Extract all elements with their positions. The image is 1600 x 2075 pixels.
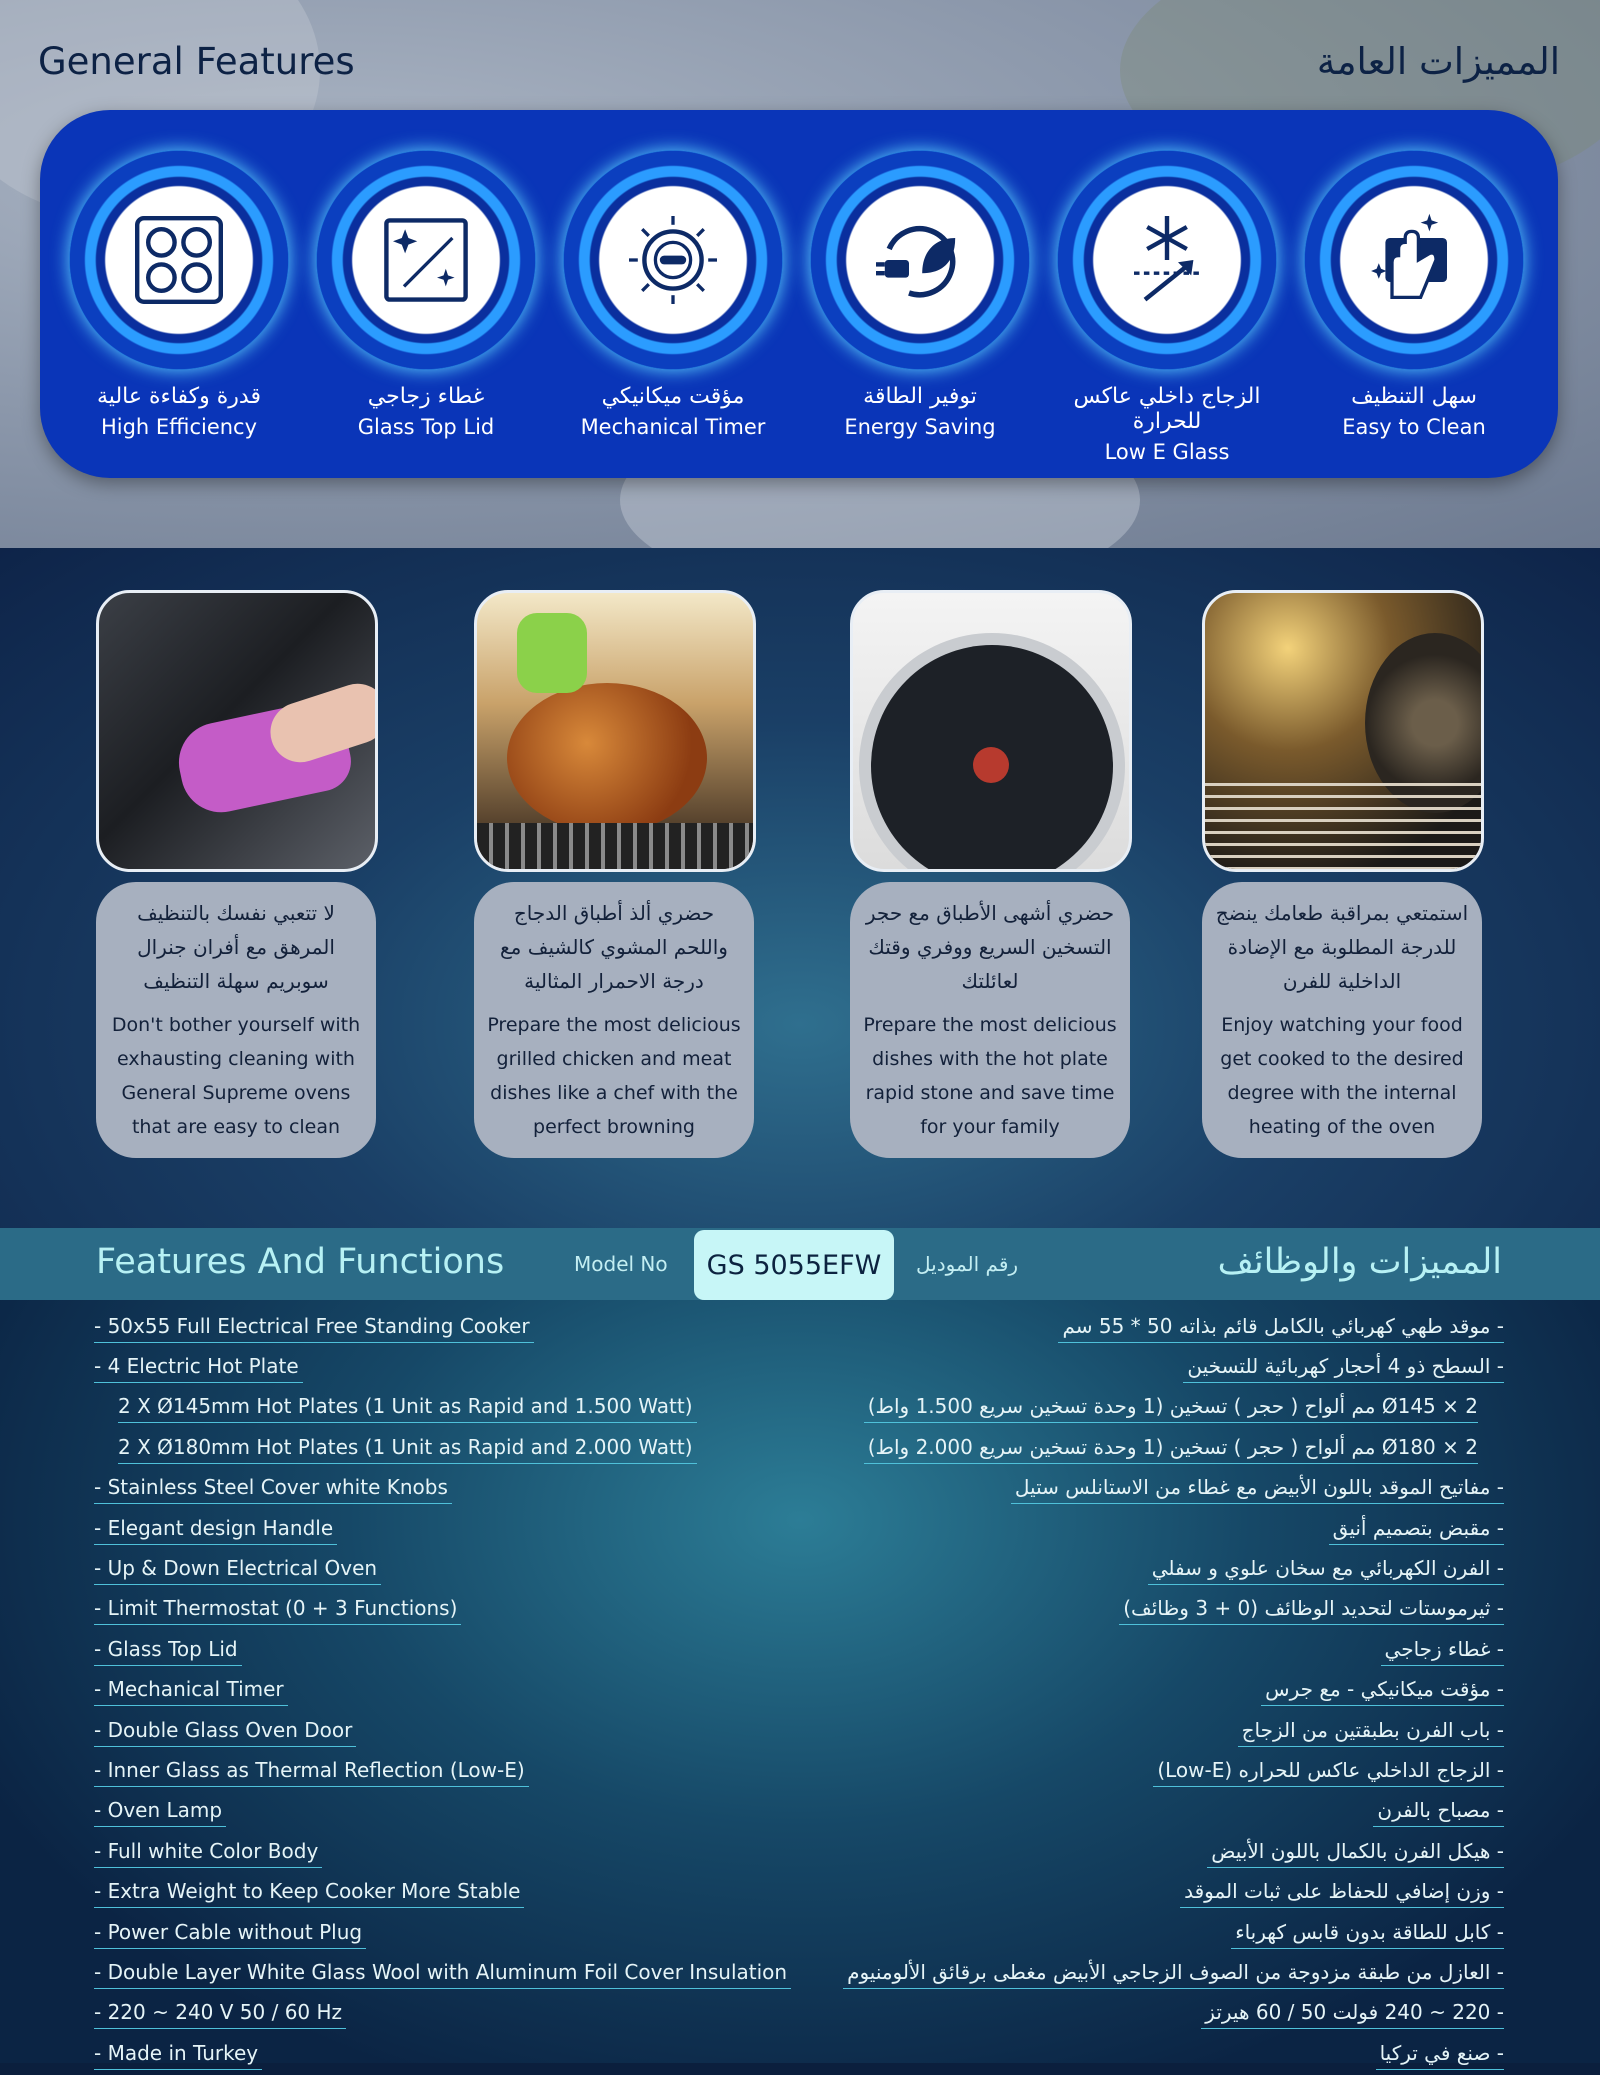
feature-glass-top-lid [303, 150, 549, 460]
features-functions-header [0, 1228, 1600, 1300]
feature-list-item [784, 1348, 1504, 1388]
feature-list-item [784, 1631, 1504, 1671]
feature-list-text: - صنع في تركيا [1376, 2041, 1504, 2070]
feature-list-text: - Power Cable without Plug [94, 1920, 366, 1949]
feature-list-item [784, 1550, 1504, 1590]
feature-ring [316, 150, 536, 370]
feature-ring [563, 150, 783, 370]
feature-list-item [784, 1833, 1504, 1873]
feature-list-text: - غطاء زجاجي [1381, 1637, 1504, 1666]
feature-list-text: 2 × Ø180 مم ألواح ( حجر ) تسخين (1 وحدة تسخين سريع 2.000 واط) [864, 1435, 1478, 1464]
feature-list-text: - Double Layer White Glass Wool with Aluminum Foil Cover Insulation [94, 1960, 791, 1989]
feature-label-ar: قدرة وكفاءة عالية [97, 384, 261, 409]
feature-list-text: - Extra Weight to Keep Cooker More Stable [94, 1879, 524, 1908]
features-list-en [94, 1308, 788, 2075]
feature-list-text: - الزجاج الداخلي عاكس للحراره (Low-E) [1153, 1758, 1504, 1787]
feature-list-text: - الفرن الكهربائي مع سخان علوي و سفلي [1148, 1556, 1504, 1585]
benefit-text-ar: استمتعي بمراقبة طعامك ينضج للدرجة المطلوبة مع الإضادة الداخلية للفرن [1215, 901, 1469, 993]
feature-list-item [94, 1873, 774, 1913]
features-panel [40, 110, 1558, 478]
feature-list-text: - موقد طهي كهربائي بالكامل قائم بذاته 50 * 55 سم [1058, 1314, 1504, 1343]
feature-label-ar: الزجاج داخلي عاكس للحرارة [1073, 384, 1261, 434]
model-number: GS 5055EFW [694, 1230, 894, 1300]
feature-high-efficiency [56, 150, 302, 460]
feature-list-text: - باب الفرن بطبقتين من الزجاج [1238, 1718, 1504, 1747]
feature-list-text: - العازل من طبقة مزدوجة من الصوف الزجاجي الأبيض مغطى برقائق الألومنيوم [843, 1960, 1504, 1989]
benefit-text-ar: حضري أشهى الأطباق مع حجر التسخين السريع ووفري وقتك لعائلتك [865, 901, 1115, 993]
benefit-text-en: Prepare the most delicious grilled chicken and meat dishes like a chef with the perfect browning [487, 1014, 741, 1138]
feature-list-item [784, 1793, 1504, 1833]
feature-list-text: - كابل للطاقة بدون قابس كهرباء [1231, 1920, 1504, 1949]
cleaning-hand-icon [1354, 200, 1474, 320]
feature-list-item [94, 1550, 774, 1590]
feature-list-text: - السطح ذو 4 أحجار كهربائية للتسخين [1183, 1354, 1504, 1383]
feature-label-ar: غطاء زجاجي [367, 384, 485, 409]
benefit-description [474, 882, 754, 1158]
features-functions-title: Features And Functions [96, 1242, 505, 1282]
feature-list-item [94, 1914, 774, 1954]
feature-list-item [94, 1348, 774, 1388]
feature-list-text: - Glass Top Lid [94, 1637, 242, 1666]
feature-ring [69, 150, 289, 370]
roast-chicken-photo [474, 590, 756, 872]
feature-list-text: - مفاتيح الموقد باللون الأبيض مع غطاء من الاستانلس ستيل [1011, 1475, 1504, 1504]
feature-list-item [94, 1793, 774, 1833]
feature-ring [1057, 150, 1277, 370]
feature-list-text: - Full white Color Body [94, 1839, 322, 1868]
feature-list-text: - Oven Lamp [94, 1798, 226, 1827]
feature-label-en: Easy to Clean [1342, 415, 1486, 439]
feature-list-item [784, 1873, 1504, 1913]
general-features-title-ar: المميزات العامة [1316, 40, 1560, 83]
features-list-ar [784, 1308, 1504, 2075]
feature-list-item [784, 1470, 1504, 1510]
feature-list-item [94, 1308, 774, 1348]
features-functions-section [0, 1228, 1600, 2063]
benefit-text-ar: لا تتعبي نفسك بالتنظيف المرهق مع أفران جنرال سوبريم سهلة التنظيف [137, 901, 335, 993]
feature-list-item [784, 1914, 1504, 1954]
feature-label-en: High Efficiency [100, 415, 258, 439]
feature-list-text: - 4 Electric Hot Plate [94, 1354, 303, 1383]
benefit-card [96, 590, 378, 1158]
feature-list-text: - 220 ~ 240 V 50 / 60 Hz [94, 2000, 346, 2029]
feature-list-text: - مقبض بتصميم أنيق [1329, 1516, 1504, 1545]
feature-list-item [784, 1308, 1504, 1348]
benefit-text-en: Enjoy watching your food get cooked to the desired degree with the internal heating of the oven [1220, 1014, 1464, 1138]
general-features-section [0, 0, 1600, 548]
feature-list-item [784, 1510, 1504, 1550]
feature-list-text: - 50x55 Full Electrical Free Standing Cooker [94, 1314, 534, 1343]
benefits-section [0, 548, 1600, 1228]
feature-list-text: - Inner Glass as Thermal Reflection (Low-E) [94, 1758, 529, 1787]
hot-plates-icon [119, 200, 239, 320]
feature-label-en: Energy Saving [844, 415, 996, 439]
feature-list-text: - Double Glass Oven Door [94, 1718, 356, 1747]
feature-list-item [784, 1389, 1504, 1429]
feature-list-text: 2 X Ø180mm Hot Plates (1 Unit as Rapid and 2.000 Watt) [118, 1435, 697, 1464]
feature-low-e-glass [1044, 150, 1290, 464]
feature-list-item [784, 1591, 1504, 1631]
feature-list-item [94, 1631, 774, 1671]
feature-list-text: - Elegant design Handle [94, 1516, 337, 1545]
feature-list-item [784, 1995, 1504, 2035]
feature-list-text: - Up & Down Electrical Oven [94, 1556, 381, 1585]
feature-list-text: - Made in Turkey [94, 2041, 262, 2070]
feature-label-en: Mechanical Timer [580, 415, 766, 439]
feature-list-item [94, 1510, 774, 1550]
feature-list-text: - Limit Thermostat (0 + 3 Functions) [94, 1596, 461, 1625]
feature-list-item [94, 1470, 774, 1510]
feature-label-ar: مؤقت ميكانيكي [601, 384, 745, 409]
feature-list-item [94, 1429, 774, 1469]
feature-label-en: Glass Top Lid [357, 415, 495, 439]
feature-list-item [94, 1672, 774, 1712]
benefit-description [850, 882, 1130, 1158]
feature-list-text: - مصباح بالفرن [1373, 1798, 1504, 1827]
feature-label-en: Low E Glass [1104, 440, 1230, 464]
feature-easy-to-clean [1291, 150, 1537, 460]
feature-list-text: - هيكل الفرن بالكمال باللون الأبيض [1207, 1839, 1504, 1868]
feature-list-item [94, 1995, 774, 2035]
feature-energy-saving [797, 150, 1043, 460]
feature-list-item [94, 1752, 774, 1792]
feature-list-text: - ثيرموستات لتحديد الوظائف (0 + 3 وظائف) [1119, 1596, 1504, 1625]
feature-list-item [784, 1712, 1504, 1752]
feature-list-text: - مؤقت ميكانيكي - مع جرس [1261, 1677, 1504, 1706]
benefit-card [850, 590, 1132, 1158]
oven-interior-lamp-photo [1202, 590, 1484, 872]
timer-icon [613, 200, 733, 320]
feature-ring [810, 150, 1030, 370]
hot-plate-photo [850, 590, 1132, 872]
feature-list-item [94, 2035, 774, 2075]
feature-list-text: 2 X Ø145mm Hot Plates (1 Unit as Rapid and 1.500 Watt) [118, 1394, 697, 1423]
benefit-card [1202, 590, 1484, 1158]
glass-lid-icon [366, 200, 486, 320]
snowflake-glass-icon [1107, 200, 1227, 320]
feature-list-text: - وزن إضافي للحفاظ على ثبات الموقد [1180, 1879, 1504, 1908]
feature-list-item [784, 1672, 1504, 1712]
feature-list-item [94, 1389, 774, 1429]
benefit-description [96, 882, 376, 1158]
cleaning-oven-glass-photo [96, 590, 378, 872]
benefit-text-en: Prepare the most delicious dishes with the hot plate rapid stone and save time for your family [863, 1014, 1117, 1138]
feature-list-item [94, 1591, 774, 1631]
feature-label-ar: سهل التنظيف [1351, 384, 1477, 409]
feature-list-item [784, 1752, 1504, 1792]
feature-list-item [94, 1833, 774, 1873]
benefit-text-ar: حضري ألذ أطباق الدجاج واللحم المشوي كالشيف مع درجة الاحمرار المثالية [500, 901, 728, 993]
feature-list-item [784, 2035, 1504, 2075]
features-functions-title-ar: المميزات والوظائف [1217, 1242, 1502, 1282]
feature-list-item [94, 1712, 774, 1752]
model-label: Model No [574, 1252, 668, 1276]
feature-list-text: 2 × Ø145 مم ألواح ( حجر ) تسخين (1 وحدة تسخين سريع 1.500 واط) [864, 1394, 1478, 1423]
feature-ring [1304, 150, 1524, 370]
feature-list-item [784, 1954, 1504, 1994]
benefit-description [1202, 882, 1482, 1158]
benefit-text-en: Don't bother yourself with exhausting cleaning with General Supreme ovens that are easy to clean [111, 1014, 361, 1138]
model-label-ar: رقم الموديل [916, 1252, 1019, 1276]
energy-plug-leaf-icon [860, 200, 980, 320]
feature-list-text: - 220 ~ 240 فولت 50 / 60 هيرتز [1201, 2000, 1504, 2029]
feature-list-item [784, 1429, 1504, 1469]
benefit-card [474, 590, 756, 1158]
general-features-title: General Features [38, 40, 355, 83]
feature-list-text: - Stainless Steel Cover white Knobs [94, 1475, 452, 1504]
feature-list-item [94, 1954, 788, 1994]
feature-label-ar: توفير الطاقة [863, 384, 977, 409]
feature-mechanical-timer [550, 150, 796, 460]
feature-list-text: - Mechanical Timer [94, 1677, 288, 1706]
